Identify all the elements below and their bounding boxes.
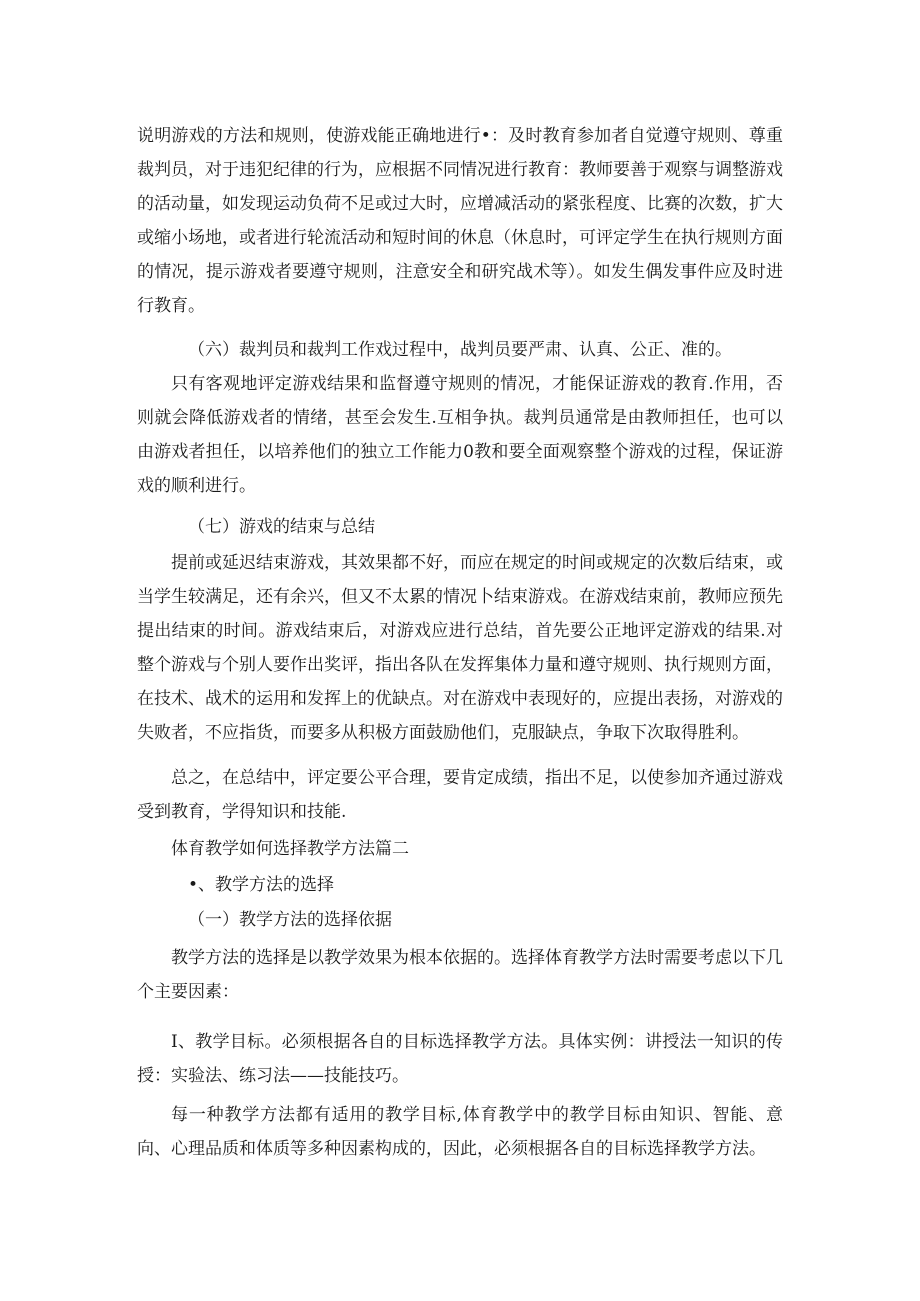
paragraph-game-rules: 说明游戏的方法和规则，使游戏能正确地进行•：及时教育参加者自觉遵守规则、尊重裁判员，对于违犯纪律的行为，应根据不同情况进行教育：教师要善于观察与调整游戏的活动量，如发现运动负荷不足或过大时，应增减活动的紧张程度、比赛的次数，扩大或缩小场地，或者进行轮流活动和短时间的休息（休息时，可评定学生在执行规则方面的情况，提示游戏者要遵守规则，注意安全和研究战术等）。如发生偶发事件应及时进行教育。 [137,126,783,316]
paragraph-summary: 总之，在总结中，评定要公平合理，要肯定成绩，指出不足，以使参加齐通过游戏受到教育，学得知识和技能. [137,768,783,822]
paragraph-goal-detail: 每一种教学方法都有适用的教学目标,体育教学中的教学目标由知识、智能、意向、心理品质和体质等多种因素构成的，因此，必须根据各自的目标选择教学方法。 [137,1105,783,1159]
heading-method-selection: •、教学方法的选择 [188,875,335,895]
paragraph-referee: 只有客观地评定游戏结果和监督遵守规则的情况，才能保证游戏的教育.作用，否则就会降低游戏者的情绪，甚至会发生.互相争执。裁判员通常是由教师担任，也可以由游戏者担任，以培养他们的独立工作能力0教和要全面观察整个游戏的过程，保证游戏的顺利进行。 [137,374,783,496]
heading-referee: （六）裁判员和裁判工作戏过程中，战判员要严肃、认真、公正、准的。 [188,340,732,360]
heading-selection-basis: （一）教学方法的选择依据 [188,910,392,930]
heading-game-end: （七）游戏的结束与总结 [188,517,375,537]
section-title: 体育教学如何选择教学方法篇二 [171,839,409,859]
paragraph-game-end: 提前或延迟结束游戏，其效果都不好，而应在规定的时间或规定的次数后结束，或当学生较满足，还有余兴，但又不太累的情况卜结束游戏。在游戏结束前，教师应预先提出结束的时间。游戏结束后，对游戏应进行总结，首先要公正地评定游戏的结果.对整个游戏与个别人要作出奖评，指出各队在发挥集体力量和遵守规则、执行规则方面，在技术、战术的运用和发挥上的优缺点。对在游戏中表现好的，应提出表扬，对游戏的失败者，不应指货，而要多从积极方面鼓励他们，克服缺点，争取下次取得胜利。 [137,553,783,743]
paragraph-teaching-goal: I、教学目标。必须根据各自的目标选择教学方法。具体实例：讲授法一知识的传授：实验法、练习法——技能技巧。 [137,1032,783,1086]
paragraph-selection-basis: 教学方法的选择是以教学效果为根本依据的。选择体育教学方法时需要考虑以下几个主要因素： [137,948,783,1002]
